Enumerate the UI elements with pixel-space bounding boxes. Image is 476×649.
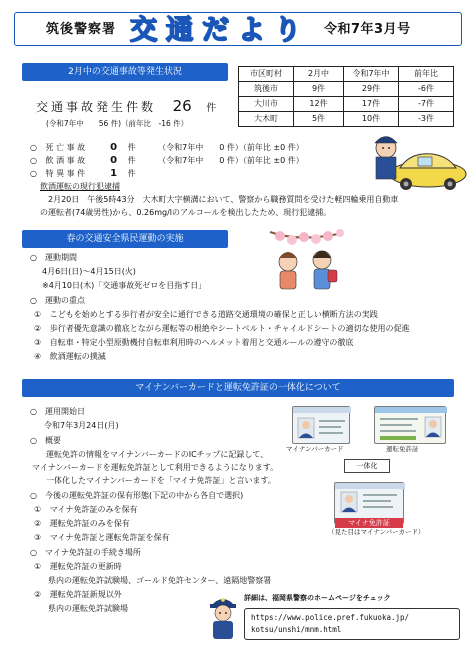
point-number: ①: [34, 310, 42, 319]
bullet: ○: [30, 143, 37, 152]
stat-unit: 件: [127, 169, 136, 178]
accident-count-label: 交通事故発生件数: [36, 100, 157, 114]
url-line: https://www.police.pref.fukuoka.jp/: [251, 613, 410, 622]
place-detail: 県内の運転免許試験場: [48, 604, 128, 613]
form-number: ②: [34, 519, 42, 528]
place-item: [34, 562, 122, 572]
table-cell: 12件: [294, 97, 344, 112]
start-date: 令和7年3月24日(月): [44, 421, 119, 430]
masthead-title: 交通だより: [130, 15, 310, 46]
table-row: [239, 97, 454, 112]
case-line-1: 2月20日 午後5時43分 大木町大字横溝において、警察から職務質問を受けた軽四輪乗用自動車: [48, 195, 399, 204]
issue-date: 令和7年3月号: [324, 22, 411, 37]
place-title: 運転免許証新規以外: [49, 590, 122, 599]
places-label: ○ マイナ免許証の手続き場所: [30, 548, 141, 557]
place-number: ①: [34, 562, 42, 571]
form-item: [34, 505, 138, 515]
form-item: [34, 533, 170, 543]
mina-license-ribbon: マイナ免許証: [335, 518, 403, 528]
bullet: ○: [30, 156, 37, 165]
start-label: ○ 運用開始日: [30, 407, 85, 416]
form-item: [34, 519, 130, 529]
point-text: こどもを始めとする歩行者が安全に通行できる道路交通環境の確保と正しい横断方法の実践: [49, 310, 378, 319]
accident-count-unit: 件: [206, 103, 217, 114]
table-row: [239, 112, 454, 127]
bullet: ○: [30, 169, 37, 178]
table-header: 令和7年中: [344, 67, 399, 82]
table-cell: -7件: [399, 97, 454, 112]
stat-count: 0: [110, 155, 118, 166]
table-header: 2月中: [294, 67, 344, 82]
focus-point: [34, 352, 106, 362]
overview-line: マイナンバーカードを運転免許証として利用できるようになります。: [32, 463, 279, 472]
table-cell: 筑後市: [239, 82, 294, 97]
focus-point: [34, 338, 353, 348]
stat-detail: （令和7年中 0 件）（前年比 ±0 件）: [158, 143, 304, 152]
mina-license-image: [334, 482, 404, 527]
section2-title: 春の交通安全県民運動の実施: [22, 230, 228, 248]
case-title: 飲酒運転の現行犯逮捕: [40, 182, 120, 191]
focus-label: ○ 運動の重点: [30, 296, 85, 305]
forms-label: ○ 今後の運転免許証の保有形態(下記の中から各自で選択): [30, 491, 244, 500]
place-detail: 県内の運転免許試験場、ゴールド免許センター、遠隔地警察署: [48, 576, 272, 585]
place-title: 運転免許証の更新時: [49, 562, 122, 571]
stat-count: 0: [110, 142, 118, 153]
overview-label: ○ 概要: [30, 436, 61, 445]
section1-title: 2月中の交通事故等発生状況: [22, 63, 228, 81]
stat-detail: （令和7年中 0 件）（前年比 ±0 件）: [158, 156, 304, 165]
accident-count-line: [36, 97, 216, 116]
stat-unit: 件: [127, 156, 136, 165]
station-name: 筑後警察署: [46, 22, 117, 37]
place-number: ②: [34, 590, 42, 599]
license-label: 運転免許証: [386, 445, 419, 453]
stat-row-fatal: [30, 142, 304, 155]
period-note: ※4月10日(木)「交通事故死ゼロを目指す日」: [42, 281, 207, 290]
period-label: ○ 運動期間: [30, 253, 77, 262]
integration-label: 一体化: [344, 459, 390, 473]
stat-row-drunk: [30, 155, 304, 168]
case-line-2: の運転者(74歳男性)から、0.26mg/lのアルコールを検出したため、現行犯逮捕。: [40, 208, 332, 217]
focus-point: [34, 310, 378, 320]
drivers-license-image: [374, 406, 446, 444]
point-number: ③: [34, 338, 42, 347]
stat-count: 1: [110, 168, 118, 179]
table-header-row: [239, 67, 454, 82]
stat-row-special: [30, 168, 136, 181]
table-cell: 大木町: [239, 112, 294, 127]
point-number: ②: [34, 324, 42, 333]
table-cell: 9件: [294, 82, 344, 97]
form-number: ③: [34, 533, 42, 542]
focus-point: [34, 324, 409, 334]
homepage-url[interactable]: [244, 608, 460, 640]
section3-title: マイナンバーカードと運転免許証の一体化について: [22, 379, 454, 397]
table-header: 市区町村: [239, 67, 294, 82]
form-number: ①: [34, 505, 42, 514]
place-item: [34, 590, 122, 600]
stat-label: 特 異 事 件: [45, 169, 86, 178]
point-number: ④: [34, 352, 42, 361]
table-cell: 29件: [344, 82, 399, 97]
table-cell: 5件: [294, 112, 344, 127]
overview-line: 一体化したマイナンバーカードを「マイナ免許証」と言います。: [46, 476, 276, 485]
period-value: 4月6日(日)～4月15日(火): [42, 267, 136, 276]
table-row: [239, 82, 454, 97]
police-car-illustration: [370, 128, 470, 192]
form-text: マイナ免許証のみを保有: [49, 505, 138, 514]
accident-count-detail: (令和7年中 56 件)（前年比 -16 件）: [46, 119, 189, 128]
point-text: 飲酒運転の撲滅: [49, 352, 106, 361]
form-text: 運転免許証のみを保有: [49, 519, 130, 528]
card-integration-graphic: [282, 404, 462, 552]
mynumber-card-image: [292, 406, 350, 444]
mynumber-card-label: マイナンバーカード: [286, 445, 344, 453]
table-cell: 大川市: [239, 97, 294, 112]
stat-unit: 件: [127, 143, 136, 152]
table-cell: 10件: [344, 112, 399, 127]
stat-label: 飲 酒 事 故: [45, 156, 86, 165]
more-info-text: 詳細は、福岡県警察のホームページをチェック: [244, 594, 391, 602]
children-blossom-illustration: [268, 228, 364, 296]
point-text: 歩行者優先意識の徹底とながら運転等の根絶やシートベルト・チャイルドシートの適切な使用の促進: [49, 324, 410, 333]
accident-count-value: 26: [172, 97, 192, 115]
table-header: 前年比: [399, 67, 454, 82]
stat-label: 死 亡 事 故: [45, 143, 86, 152]
city-stats-table: [238, 66, 454, 127]
table-cell: 17件: [344, 97, 399, 112]
form-text: マイナ免許証と運転免許証を保有: [49, 533, 170, 542]
mina-license-note: （見た目はマイナンバーカード）: [328, 528, 425, 536]
table-cell: -3件: [399, 112, 454, 127]
point-text: 自転車・特定小型原動機付自転車利用時のヘルメット着用と交通ルールの遵守の徹底: [49, 338, 354, 347]
officer-illustration: [206, 592, 240, 640]
url-line: kotsu/unshi/mnm.html: [251, 625, 342, 634]
overview-line: 運転免許の情報をマイナンバーカードのICチップに記録して、: [46, 450, 269, 459]
table-cell: -6件: [399, 82, 454, 97]
